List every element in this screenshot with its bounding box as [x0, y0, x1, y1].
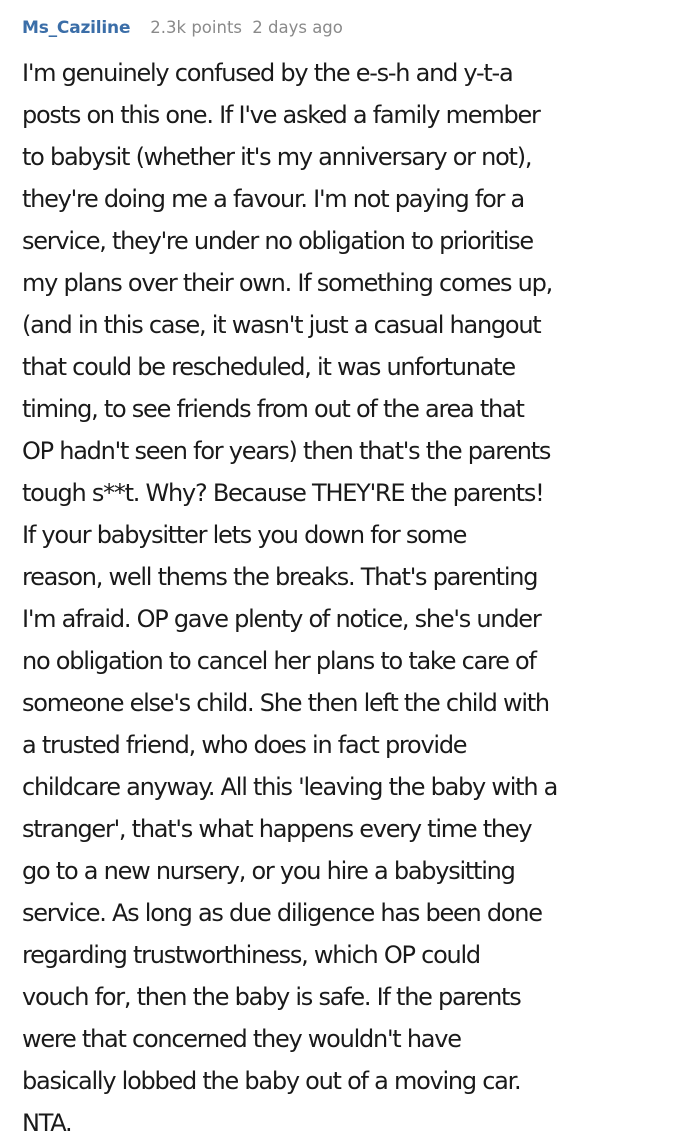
comment-body: [22, 52, 687, 1144]
comment-line: go to a new nursery, or you hire a babysitting: [22, 857, 515, 885]
comment-line: timing, to see friends from out of the area that: [22, 395, 524, 423]
comment-line: reason, well thems the breaks. That's parenting: [22, 563, 538, 591]
comment-line: basically lobbed the baby out of a moving car.: [22, 1067, 521, 1095]
comment-meta: [22, 18, 684, 44]
comment-line: service. As long as due diligence has been done: [22, 899, 542, 927]
comment-line: to babysit (whether it's my anniversary or not),: [22, 143, 532, 171]
comment-line: service, they're under no obligation to prioritise: [22, 227, 533, 255]
comment-line: childcare anyway. All this 'leaving the baby with a: [22, 773, 558, 801]
comment-line: (and in this case, it wasn't just a casual hangout: [22, 311, 541, 339]
comment-line: posts on this one. If I've asked a family member: [22, 101, 540, 129]
comment-line: they're doing me a favour. I'm not paying for a: [22, 185, 524, 213]
comment-line: I'm genuinely confused by the e-s-h and y-t-a: [22, 59, 513, 87]
comment-username[interactable]: Ms_Caziline: [22, 18, 131, 38]
comment-timestamp: 2 days ago: [252, 18, 343, 37]
comment-line: NTA.: [22, 1109, 72, 1137]
comment-line: a trusted friend, who does in fact provide: [22, 731, 467, 759]
comment-points: 2.3k points: [150, 18, 243, 37]
comment-line: regarding trustworthiness, which OP could: [22, 941, 480, 969]
comment-line: no obligation to cancel her plans to take care of: [22, 647, 536, 675]
comment-line: If your babysitter lets you down for some: [22, 521, 467, 549]
comment-line: stranger', that's what happens every time they: [22, 815, 532, 843]
comment-info: [150, 18, 343, 37]
comment-line: vouch for, then the baby is safe. If the parents: [22, 983, 521, 1011]
comment-line: were that concerned they wouldn't have: [22, 1025, 461, 1053]
comment-line: someone else's child. She then left the child with: [22, 689, 549, 717]
comment-line: OP hadn't seen for years) then that's the parents: [22, 437, 551, 465]
comment-line: I'm afraid. OP gave plenty of notice, she's under: [22, 605, 541, 633]
comment-line: my plans over their own. If something comes up,: [22, 269, 552, 297]
comment-line: tough s**t. Why? Because THEY'RE the parents!: [22, 479, 544, 507]
comment-line: that could be rescheduled, it was unfortunate: [22, 353, 515, 381]
